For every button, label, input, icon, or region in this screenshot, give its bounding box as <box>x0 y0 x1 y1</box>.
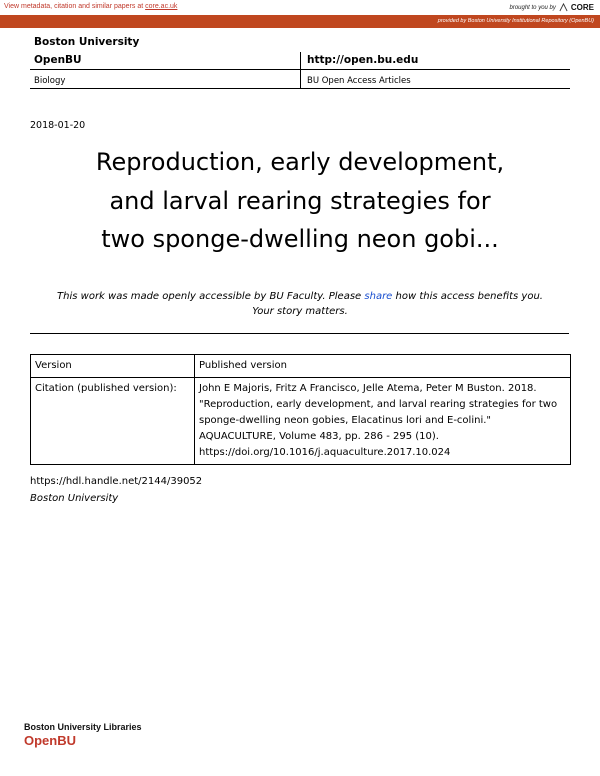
version-value: Published version <box>195 355 571 378</box>
access-note <box>20 289 580 319</box>
provider-banner <box>0 15 600 28</box>
repository-name: OpenBU <box>34 54 82 66</box>
citation-value: John E Majoris, Fritz A Francisco, Jelle Atema, Peter M Buston. 2018. "Reproduction, early development, and larval rearing strategies for two sponge-dwelling neon gobies, Elacatinus lori and E-colini." AQUACULTURE, Volume 483, pp. 286 - 295 (10). https://doi.org/10.1016/j.aquaculture.2017.10.024 <box>195 378 571 465</box>
core-ac-uk-link[interactable]: core.ac.uk <box>145 3 178 10</box>
handle-link[interactable]: https://hdl.handle.net/2144/39052 <box>30 476 203 487</box>
core-logo-icon <box>559 3 568 12</box>
title-line-1: Reproduction, early development, <box>95 148 505 176</box>
citation-label: Citation (published version): <box>31 378 195 465</box>
title-line-2: and larval rearing strategies for <box>109 186 491 215</box>
header-divider <box>300 52 301 88</box>
version-label: Version <box>31 355 195 378</box>
table-row <box>31 355 571 378</box>
note-text-2: how this access benefits you. <box>395 291 543 302</box>
table-row <box>31 378 571 465</box>
document-date: 2018-01-20 <box>30 120 86 131</box>
core-metadata-link[interactable] <box>4 3 177 10</box>
footer-openbu: OpenBU <box>24 733 76 748</box>
brought-text: brought to you by <box>509 4 556 11</box>
department-name: Biology <box>34 76 66 86</box>
provider-text: provided by Boston University Institutional Repository (OpenBU) <box>437 18 594 24</box>
core-logo-text: CORE <box>570 3 594 12</box>
core-link-text: View metadata, citation and similar papers at <box>4 3 144 10</box>
note-text-1: This work was made openly accessible by BU Faculty. Please <box>57 291 362 302</box>
title-line-3: two sponge-dwelling neon gobi... <box>101 225 499 253</box>
note-text-3: Your story matters. <box>252 306 348 317</box>
document-title <box>40 143 560 259</box>
footer-libraries: Boston University Libraries <box>24 722 142 732</box>
metadata-table <box>30 354 571 465</box>
collection-name: BU Open Access Articles <box>306 76 411 86</box>
footer-logo <box>24 722 142 748</box>
share-link[interactable]: share <box>364 291 393 302</box>
brought-by-core[interactable] <box>510 3 595 12</box>
repository-url[interactable]: http://open.bu.edu <box>306 54 419 66</box>
section-divider <box>30 333 569 334</box>
institution-name: Boston University <box>34 36 140 48</box>
core-top-bar <box>0 0 600 15</box>
institution-italic: Boston University <box>30 493 119 504</box>
